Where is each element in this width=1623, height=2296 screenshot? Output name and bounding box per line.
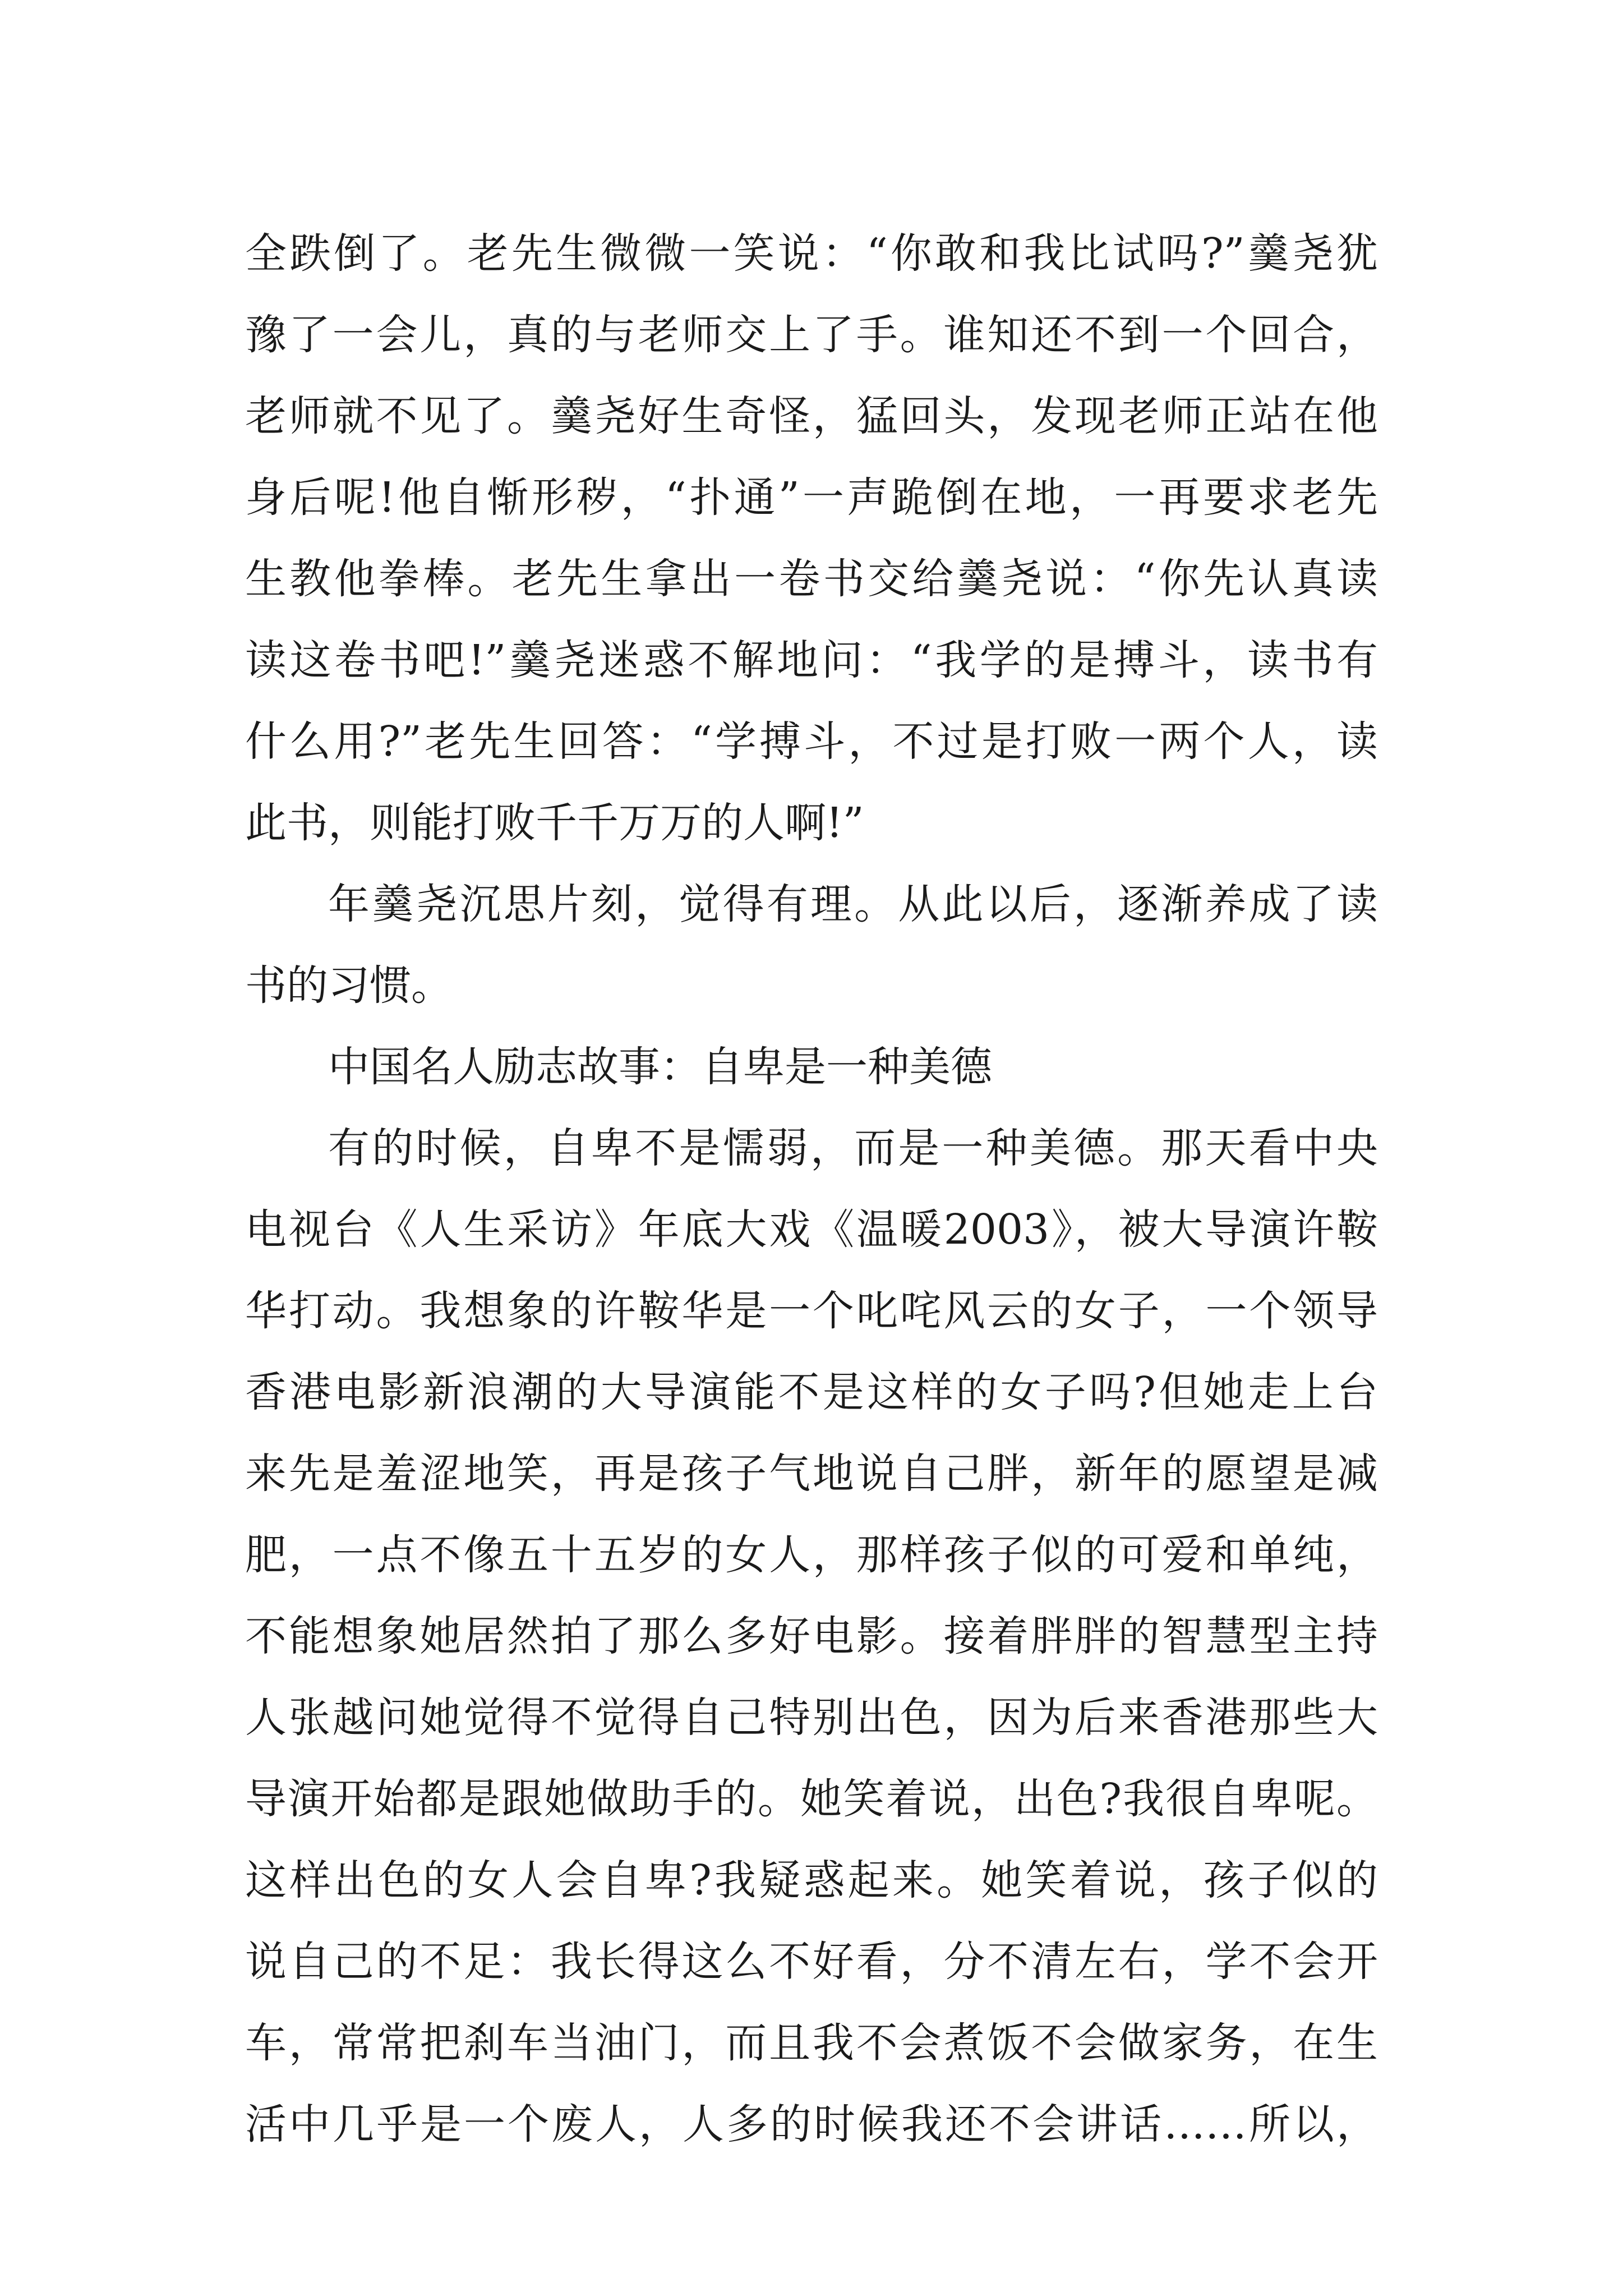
text-line: 这样出色的女人会自卑?我疑惑起来。她笑着说，孩子似的	[245, 1856, 1378, 1904]
text-line: 不能想象她居然拍了那么多好电影。接着胖胖的智慧型主持	[245, 1612, 1378, 1660]
text-line: 导演开始都是跟她做助手的。她笑着说，出色?我很自卑呢。	[245, 1775, 1378, 1823]
text-line: 书的习惯。	[245, 961, 453, 1010]
text-line: 肥，一点不像五十五岁的女人，那样孩子似的可爱和单纯，	[245, 1531, 1378, 1579]
text-line: 华打动。我想象的许鞍华是一个叱咤风云的女子，一个领导	[245, 1287, 1378, 1335]
text-line: 电视台《人生采访》年底大戏《温暖2003》，被大导演许鞍	[245, 1205, 1378, 1254]
text-line: 全跌倒了。老先生微微一笑说：“你敢和我比试吗?”羹尧犹	[245, 229, 1378, 278]
text-line: 香港电影新浪潮的大导演能不是这样的女子吗?但她走上台	[245, 1368, 1378, 1416]
text-line: 有的时候，自卑不是懦弱，而是一种美德。那天看中央	[328, 1124, 1378, 1172]
text-line: 人张越问她觉得不觉得自己特别出色，因为后来香港那些大	[245, 1694, 1378, 1742]
text-line: 来先是羞涩地笑，再是孩子气地说自己胖，新年的愿望是减	[245, 1450, 1378, 1498]
text-line: 老师就不见了。羹尧好生奇怪，猛回头，发现老师正站在他	[245, 392, 1378, 440]
body-text	[245, 213, 1378, 2165]
text-line: 豫了一会儿，真的与老师交上了手。谁知还不到一个回合，	[245, 311, 1378, 359]
text-line: 此书，则能打败千千万万的人啊!”	[245, 799, 864, 847]
text-line: 生教他拳棒。老先生拿出一卷书交给羹尧说：“你先认真读	[245, 555, 1378, 603]
text-line: 什么用?”老先生回答：“学搏斗，不过是打败一两个人，读	[245, 717, 1378, 766]
text-line: 活中几乎是一个废人，人多的时候我还不会讲话……所以，	[245, 2100, 1378, 2148]
text-line: 说自己的不足：我长得这么不好看，分不清左右，学不会开	[245, 1938, 1378, 1986]
text-line: 身后呢!他自惭形秽，“扑通”一声跪倒在地，一再要求老先	[245, 473, 1378, 522]
text-line: 年羹尧沉思片刻，觉得有理。从此以后，逐渐养成了读	[328, 880, 1378, 928]
text-line: 车，常常把刹车当油门，而且我不会煮饭不会做家务，在生	[245, 2019, 1378, 2067]
section-heading: 中国名人励志故事：自卑是一种美德	[328, 1043, 992, 1091]
text-line: 读这卷书吧!”羹尧迷惑不解地问：“我学的是搏斗，读书有	[245, 636, 1378, 684]
